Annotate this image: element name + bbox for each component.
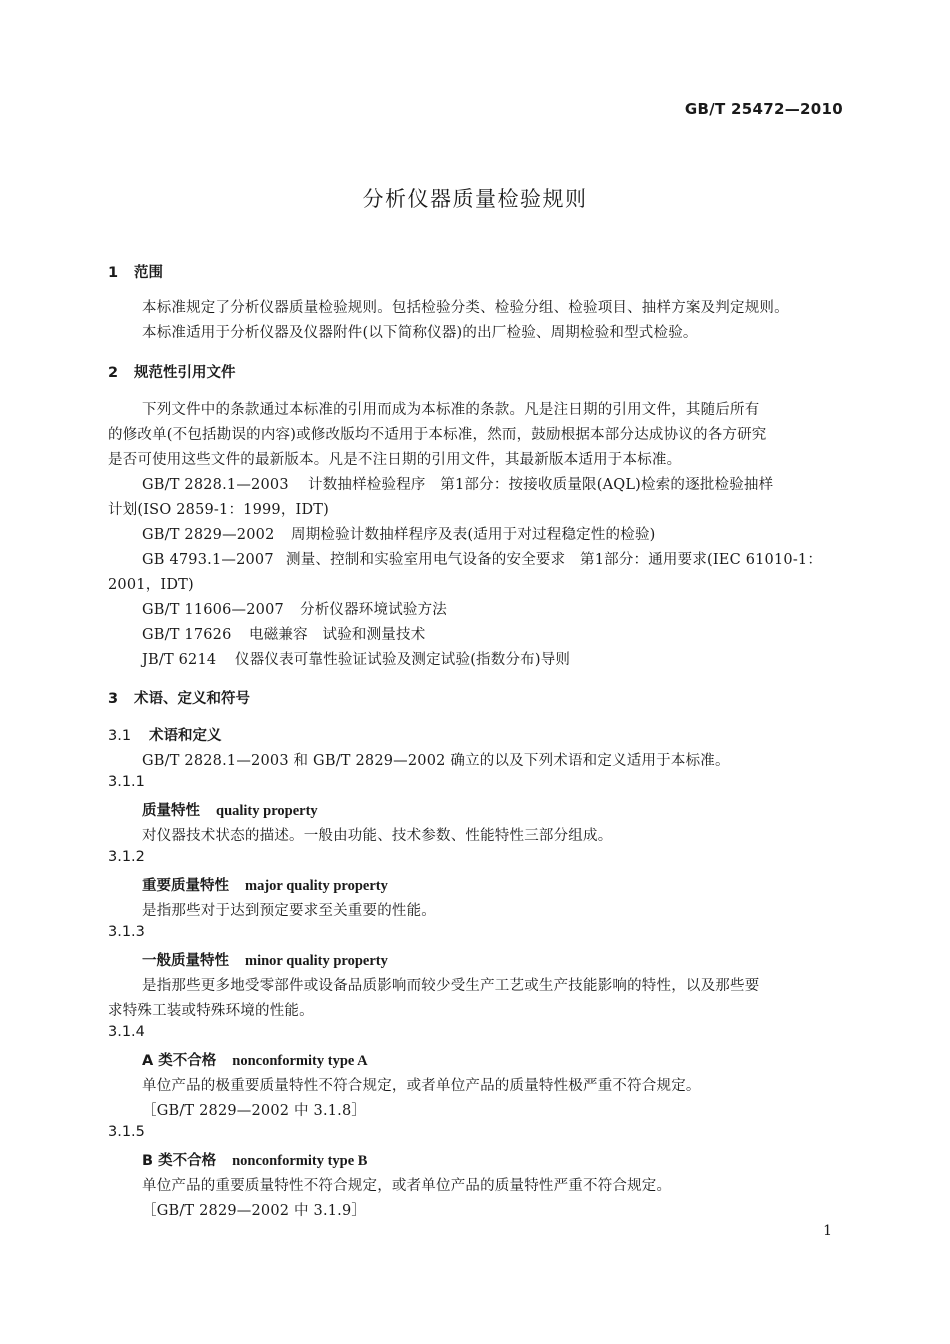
term-en: minor quality property bbox=[245, 953, 388, 969]
term-heading bbox=[142, 799, 318, 820]
reference-title: 计数抽样检验程序 第1部分：按接收质量限(AQL)检索的逐批检验抽样 bbox=[308, 477, 774, 493]
paragraph: GB/T 2828.1—2003 和 GB/T 2829—2002 确立的以及下列术语和定义适用于本标准。 bbox=[142, 753, 730, 769]
term-cn: B 类不合格 bbox=[142, 1153, 217, 1169]
paragraph: 本标准适用于分析仪器及仪器附件(以下简称仪器)的出厂检验、周期检验和型式检验。 bbox=[142, 325, 698, 341]
reference-title: 仪器仪表可靠性验证试验及测定试验(指数分布)导则 bbox=[235, 652, 571, 668]
term-cn: A 类不合格 bbox=[142, 1053, 217, 1069]
reference-item bbox=[142, 473, 773, 494]
section-number: 1 bbox=[108, 265, 119, 281]
term-number: 3.1.4 bbox=[108, 1024, 145, 1040]
reference-title: 测量、控制和实验室用电气设备的安全要求 第1部分：通用要求(IEC 61010-1： bbox=[286, 552, 823, 568]
term-cn: 质量特性 bbox=[142, 803, 200, 819]
term-definition: 单位产品的重要质量特性不符合规定，或者单位产品的质量特性严重不符合规定。 bbox=[142, 1178, 672, 1194]
term-cn: 一般质量特性 bbox=[142, 953, 229, 969]
term-heading bbox=[142, 1149, 367, 1170]
reference-code: JB/T 6214 bbox=[142, 652, 217, 668]
subsection-number: 3.1 bbox=[108, 728, 132, 744]
paragraph-line: 下列文件中的条款通过本标准的引用而成为本标准的条款。凡是注日期的引用文件，其随后所有 bbox=[142, 402, 760, 418]
term-source: ［GB/T 2829—2002 中 3.1.8］ bbox=[142, 1103, 367, 1119]
paragraph: 本标准规定了分析仪器质量检验规则。包括检验分类、检验分组、检验项目、抽样方案及判定规则。 bbox=[142, 300, 789, 316]
term-cn: 重要质量特性 bbox=[142, 878, 229, 894]
term-definition-cont: 求特殊工装或特殊环境的性能。 bbox=[108, 1003, 314, 1019]
term-number: 3.1.3 bbox=[108, 924, 145, 940]
page-number: 1 bbox=[823, 1223, 832, 1239]
reference-item bbox=[142, 648, 570, 669]
reference-title: 电磁兼容 试验和测量技术 bbox=[249, 627, 426, 643]
reference-code: GB 4793.1—2007 bbox=[142, 552, 274, 568]
term-source: ［GB/T 2829—2002 中 3.1.9］ bbox=[142, 1203, 367, 1219]
term-en: quality property bbox=[216, 803, 318, 819]
term-number: 3.1.1 bbox=[108, 774, 145, 790]
term-number: 3.1.2 bbox=[108, 849, 145, 865]
reference-title-cont: 计划(ISO 2859-1：1999，IDT) bbox=[108, 502, 330, 518]
term-en: nonconformity type A bbox=[232, 1053, 368, 1069]
section-title: 范围 bbox=[134, 265, 163, 281]
section-1-heading bbox=[108, 261, 163, 282]
term-en: nonconformity type B bbox=[232, 1153, 368, 1169]
section-3-heading bbox=[108, 687, 250, 708]
reference-code: GB/T 2829—2002 bbox=[142, 527, 275, 543]
reference-title-cont: 2001，IDT) bbox=[108, 577, 194, 593]
term-definition: 单位产品的极重要质量特性不符合规定，或者单位产品的质量特性极严重不符合规定。 bbox=[142, 1078, 701, 1094]
term-definition: 是指那些对于达到预定要求至关重要的性能。 bbox=[142, 903, 436, 919]
subsection-3-1-heading bbox=[108, 724, 222, 745]
term-heading bbox=[142, 1049, 368, 1070]
reference-title: 周期检验计数抽样程序及表(适用于对过程稳定性的检验) bbox=[291, 527, 656, 543]
subsection-title: 术语和定义 bbox=[149, 728, 222, 744]
section-title: 规范性引用文件 bbox=[134, 365, 236, 381]
term-number: 3.1.5 bbox=[108, 1124, 145, 1140]
reference-item bbox=[142, 598, 447, 619]
term-heading bbox=[142, 949, 388, 970]
term-heading bbox=[142, 874, 388, 895]
reference-item bbox=[142, 623, 425, 644]
term-en: major quality property bbox=[245, 878, 388, 894]
reference-title: 分析仪器环境试验方法 bbox=[300, 602, 447, 618]
reference-item bbox=[142, 523, 656, 544]
term-definition: 对仪器技术状态的描述。一般由功能、技术参数、性能特性三部分组成。 bbox=[142, 828, 613, 844]
reference-code: GB/T 2828.1—2003 bbox=[142, 477, 289, 493]
paragraph-line: 是否可使用这些文件的最新版本。凡是不注日期的引用文件，其最新版本适用于本标准。 bbox=[108, 452, 682, 468]
section-title: 术语、定义和符号 bbox=[134, 691, 250, 707]
section-number: 3 bbox=[108, 691, 119, 707]
section-number: 2 bbox=[108, 365, 119, 381]
reference-item bbox=[142, 548, 822, 569]
term-definition: 是指那些更多地受零部件或设备品质影响而较少受生产工艺或生产技能影响的特性，以及那些要 bbox=[142, 978, 760, 994]
reference-code: GB/T 17626 bbox=[142, 627, 232, 643]
reference-code: GB/T 11606—2007 bbox=[142, 602, 284, 618]
paragraph-line: 的修改单(不包括勘误的内容)或修改版均不适用于本标准，然而，鼓励根据本部分达成协议的各方研究 bbox=[108, 427, 767, 443]
section-2-heading bbox=[108, 361, 236, 382]
document-title: 分析仪器质量检验规则 bbox=[362, 187, 588, 211]
standard-code: GB/T 25472—2010 bbox=[684, 100, 843, 118]
